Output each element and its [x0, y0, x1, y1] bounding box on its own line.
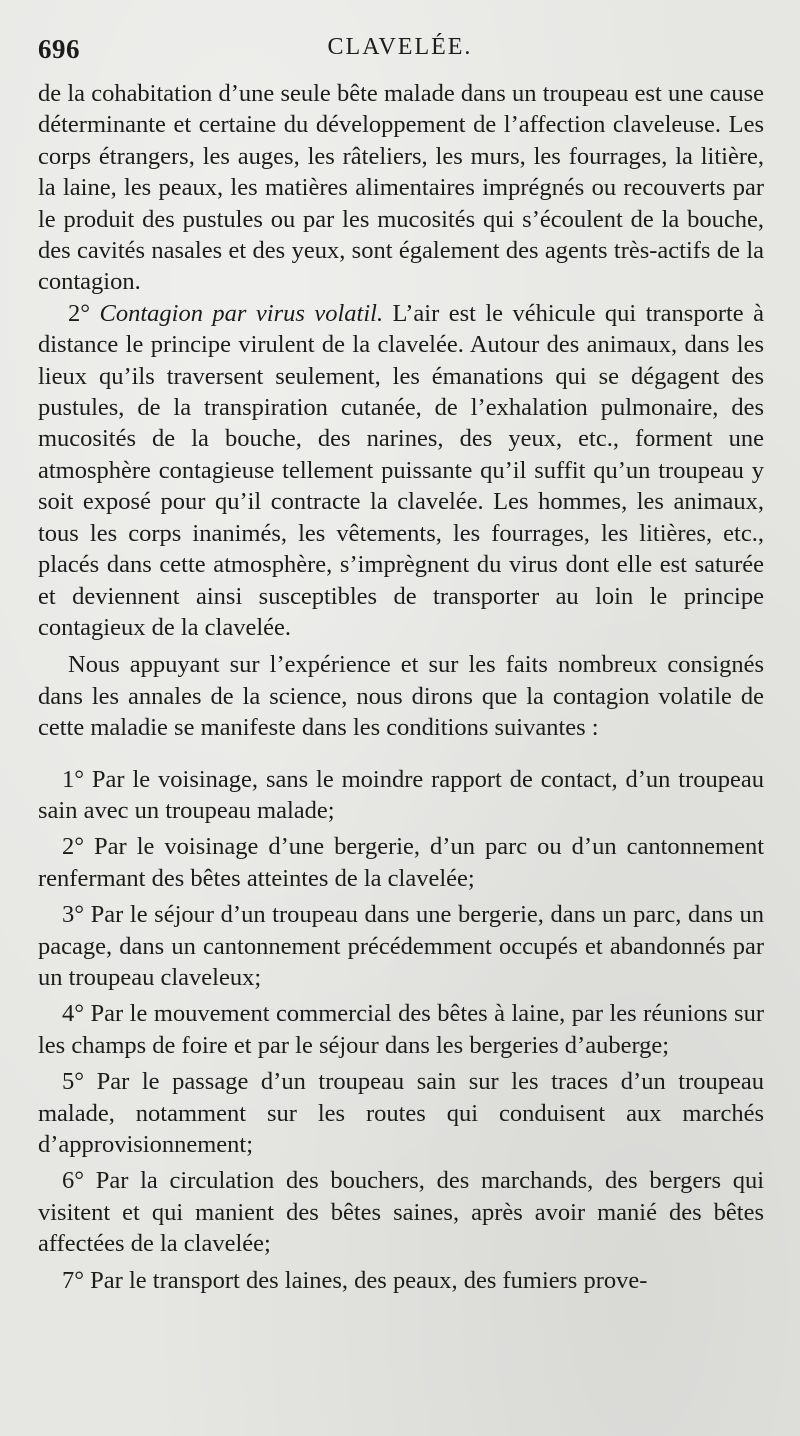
paragraph-contagion-volatile [38, 298, 764, 643]
list-item: 5° Par le passage d’un troupeau sain sur les traces d’un troupeau malade, notamment sur les routes qui conduisent aux marchés d’approvisionnement; [38, 1068, 764, 1158]
list-item: 4° Par le mouvement commercial des bêtes à laine, par les réunions sur les champs de foire et par le séjour dans les bergeries d’auberge; [38, 1000, 764, 1059]
list-item: 2° Par le voisinage d’une bergerie, d’un parc ou d’un cantonnement renfermant des bêtes atteintes de la clavelée; [38, 833, 764, 892]
paragraph-conditions-intro: Nous appuyant sur l’expérience et sur les faits nombreux consignés dans les annales de la science, nous dirons que la contagion volatile de cette maladie se manifeste dans les conditions suivantes : [38, 651, 764, 742]
page-number: 696 [38, 34, 80, 64]
body-text [38, 78, 764, 1296]
page-header [38, 34, 762, 68]
paragraph-number: 2° [68, 299, 100, 327]
list-item: 6° Par la circulation des bouchers, des marchands, des bergers qui visitent et qui manient des bêtes saines, après avoir manié des bêtes affectées de la clavelée; [38, 1167, 764, 1258]
list-item: 3° Par le séjour d’un troupeau dans une bergerie, dans un parc, dans un pacage, dans un cantonnement précédemment occupés et abandonnés par un troupeau claveleux; [38, 901, 764, 991]
section-heading-italic: Contagion par virus volatil. [99, 299, 384, 327]
list-item: 7° Par le transport des laines, des peaux, des fumiers prove- [62, 1266, 648, 1294]
paragraph-text: L’air est le véhicule qui transporte à distance le principe virulent de la clavelée. Autour des animaux, dans les lieux qu’ils traversent seulement, les émanations qui se dégagent des pustules, de la transpiration cutanée, de l’exhalation pulmonaire, des mucosités de la bouche, des narines, des yeux, etc., forment une atmosphère contagieuse tellement puissante qu’il suffit qu’un troupeau y soit exposé pour qu’il contracte la clavelée. Les hommes, les animaux, tous les corps inanimés, les vêtements, les fourrages, les litières, etc., placés dans cette atmosphère, s’imprègnent du virus dont elle est saturée et deviennent ainsi susceptibles de transporter au loin le principe contagieux de la clavelée. [38, 299, 764, 641]
running-title: CLAVELÉE. [327, 34, 473, 60]
paragraph-continuation: de la cohabitation d’une seule bête malade dans un troupeau est une cause déterminante et certaine du développement de l’affection claveleuse. Les corps étrangers, les auges, les râteliers, les murs, les fourrages, la litière, la laine, les peaux, les matières alimentaires imprégnés ou recouverts par le produit des pustules ou par les mucosités qui s’écoulent de la bouche, des cavités nasales et des yeux, sont également des agents très-actifs de la contagion. [38, 80, 764, 296]
list-item: 1° Par le voisinage, sans le moindre rapport de contact, d’un troupeau sain avec un troupeau malade; [38, 765, 764, 824]
